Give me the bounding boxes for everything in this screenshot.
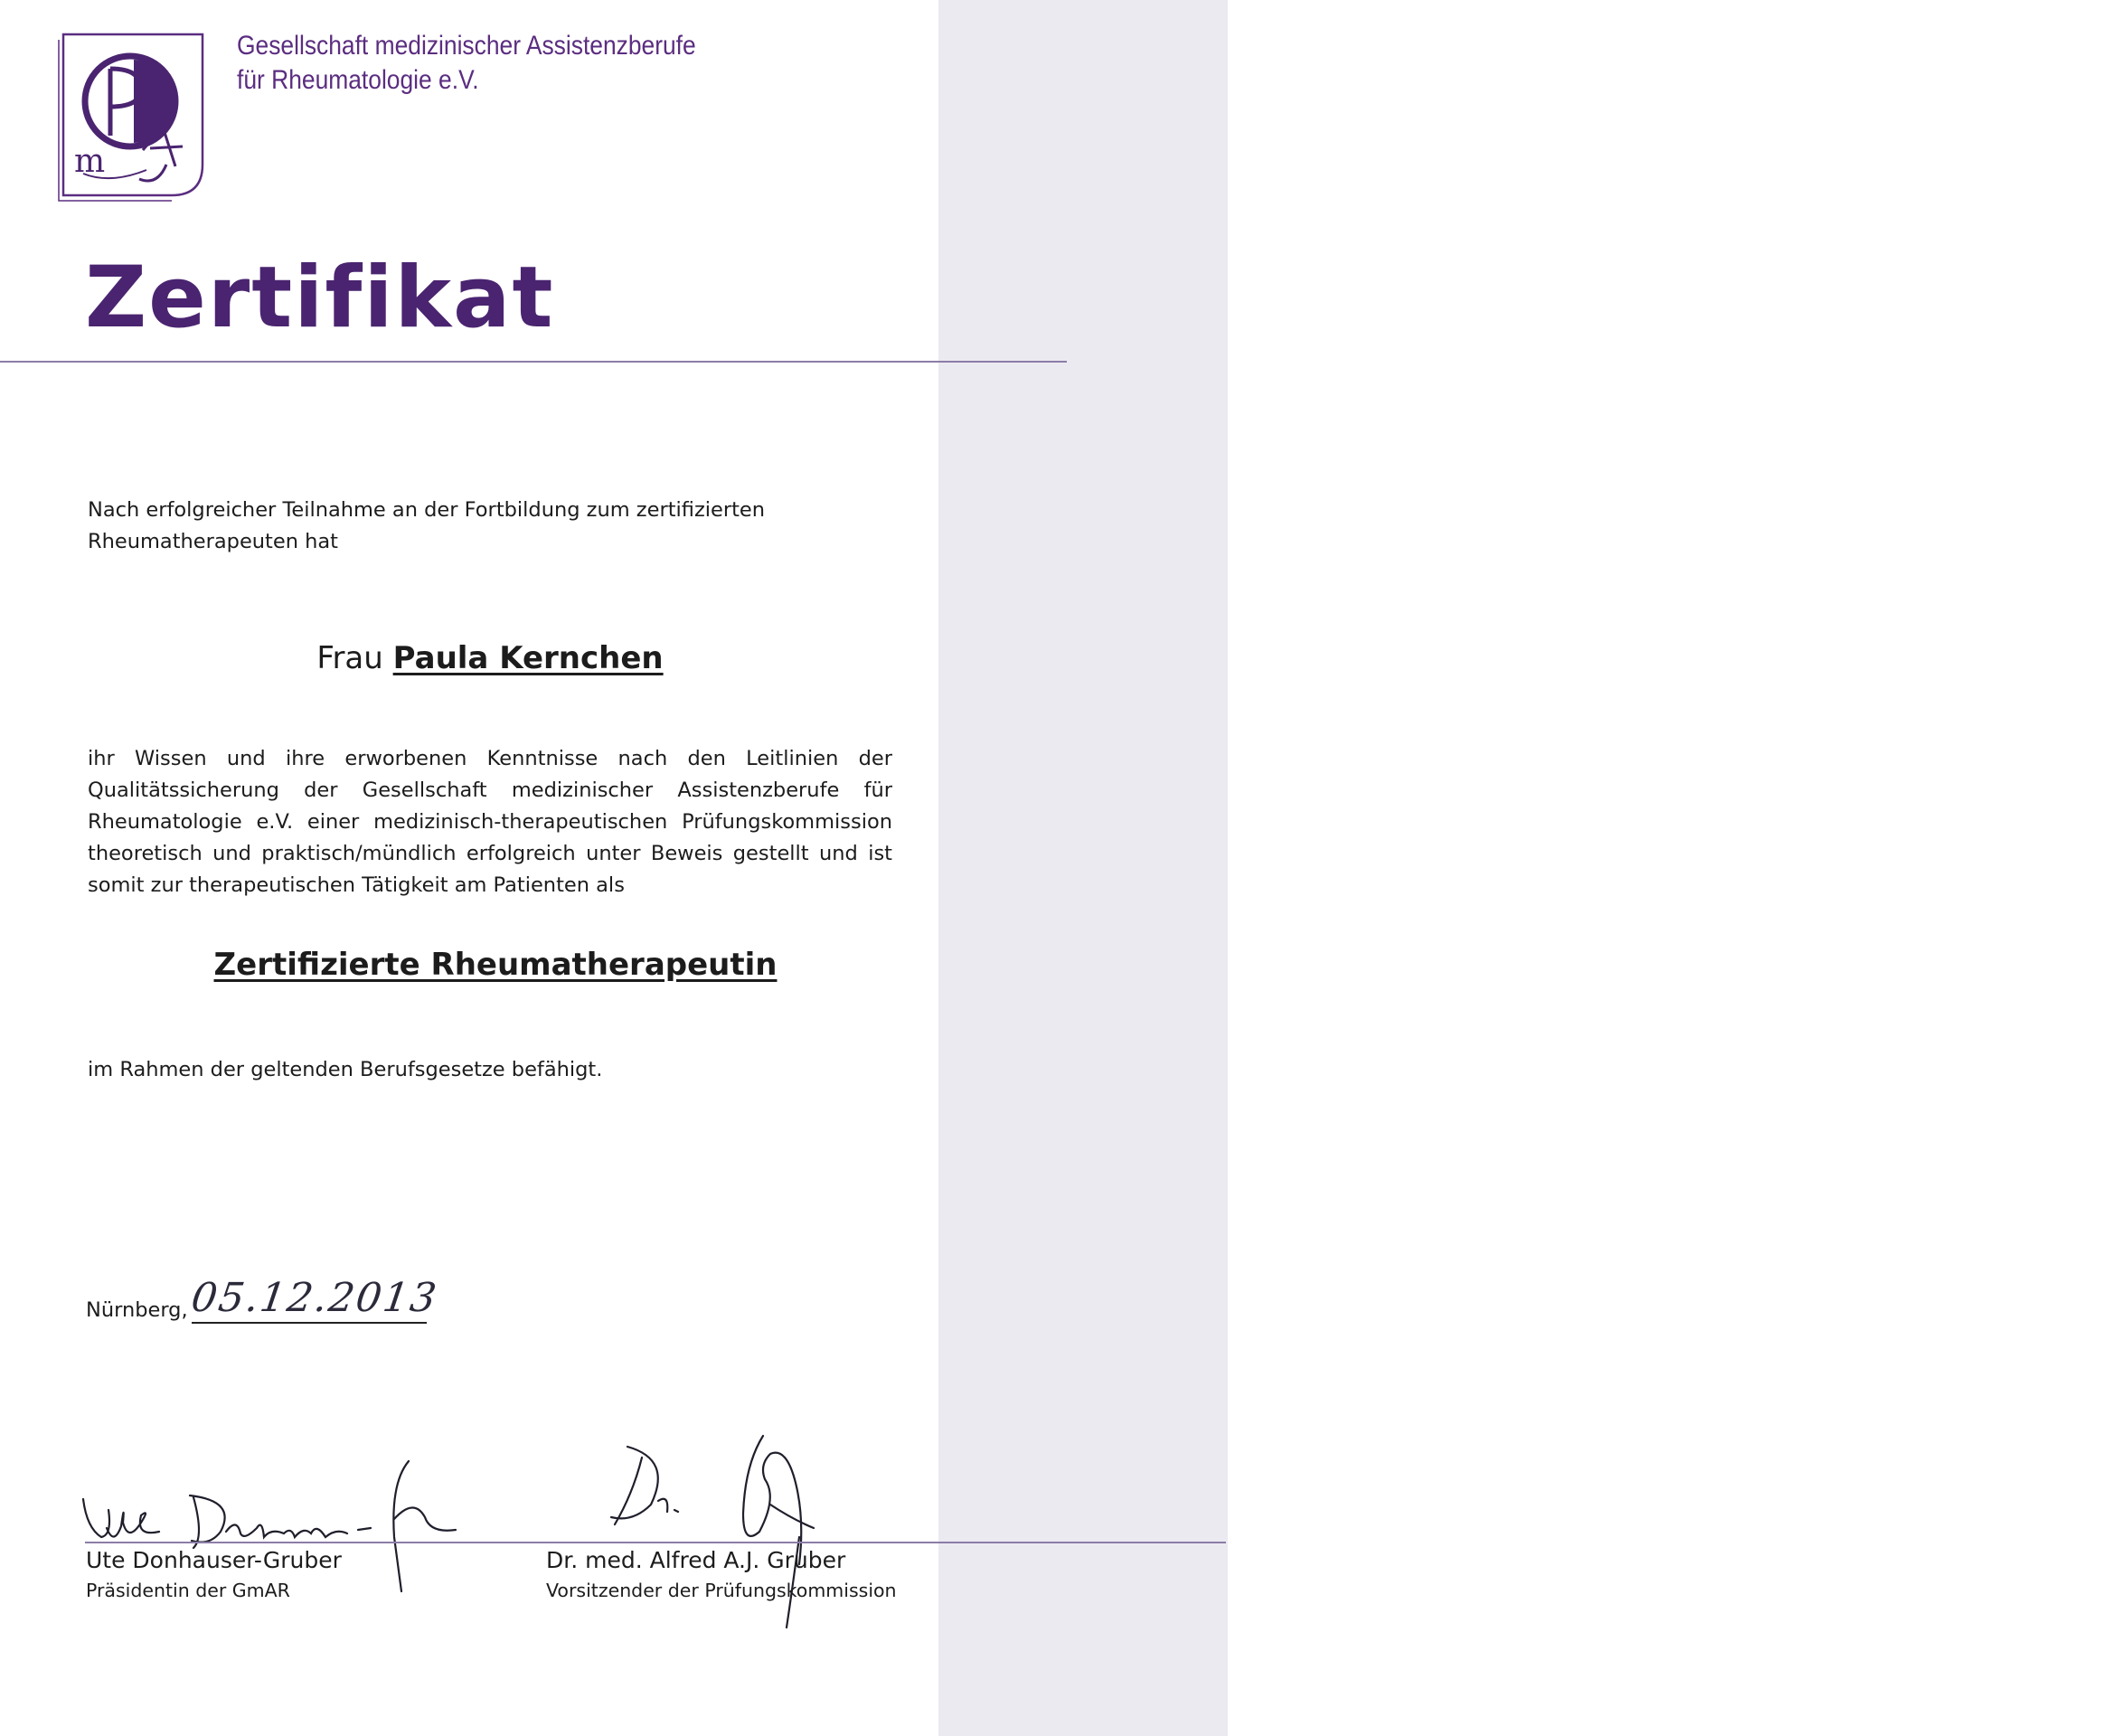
intro-line1: Nach erfolgreicher Teilnahme an der Fortbildung zum zertifizierten <box>88 498 766 522</box>
signer-1-name: Ute Donhauser-Gruber <box>86 1547 342 1573</box>
place-label: Nürnberg, <box>86 1298 188 1322</box>
certificate-title: Zertifikat <box>85 249 555 347</box>
qualification-title: Zertifizierte Rheumatherapeutin <box>213 947 778 983</box>
recipient-salutation: Frau <box>316 640 383 676</box>
organization-name-line2: für Rheumatologie e.V. <box>237 65 479 95</box>
intro-line2: Rheumatherapeuten hat <box>88 530 338 553</box>
date-underline <box>192 1322 427 1324</box>
side-watermark: ZERTIFIKAT <box>1875 221 2102 1700</box>
signer-1-role: Präsidentin der GmAR <box>86 1580 290 1601</box>
handwritten-date: 05.12.2013 <box>188 1275 441 1321</box>
logo-letter-m: m <box>74 143 106 180</box>
certificate-body: ihr Wissen und ihre erworbenen Kenntnisse nach den Leitlinien der Qualitätssicherung der Gesellschaft medizinischer Assistenzberufe für Rheumatologie e.V. einer medizinisch-therapeutischen Prüfungskommission theoretisch und praktisch/mündlich erfolgreich unter Beweis gestellt und ist somit zur therapeutischen Tätigkeit am Patienten als <box>88 747 892 897</box>
signer-2-name: Dr. med. Alfred A.J. Gruber <box>546 1547 846 1573</box>
recipient <box>0 638 980 678</box>
organization-name <box>237 29 696 98</box>
title-divider <box>0 361 1067 363</box>
organization-name-line1: Gesellschaft medizinischer Assistenzberufe <box>237 31 696 61</box>
recipient-name: Paula Kernchen <box>392 640 664 676</box>
intro-text <box>88 495 901 558</box>
gmar-logo <box>56 29 208 201</box>
signer-2-role: Vorsitzender der Prüfungskommission <box>546 1580 897 1601</box>
closing-text: im Rahmen der geltenden Berufsgesetze befähigt. <box>88 1058 603 1081</box>
signature-divider <box>85 1542 1226 1543</box>
